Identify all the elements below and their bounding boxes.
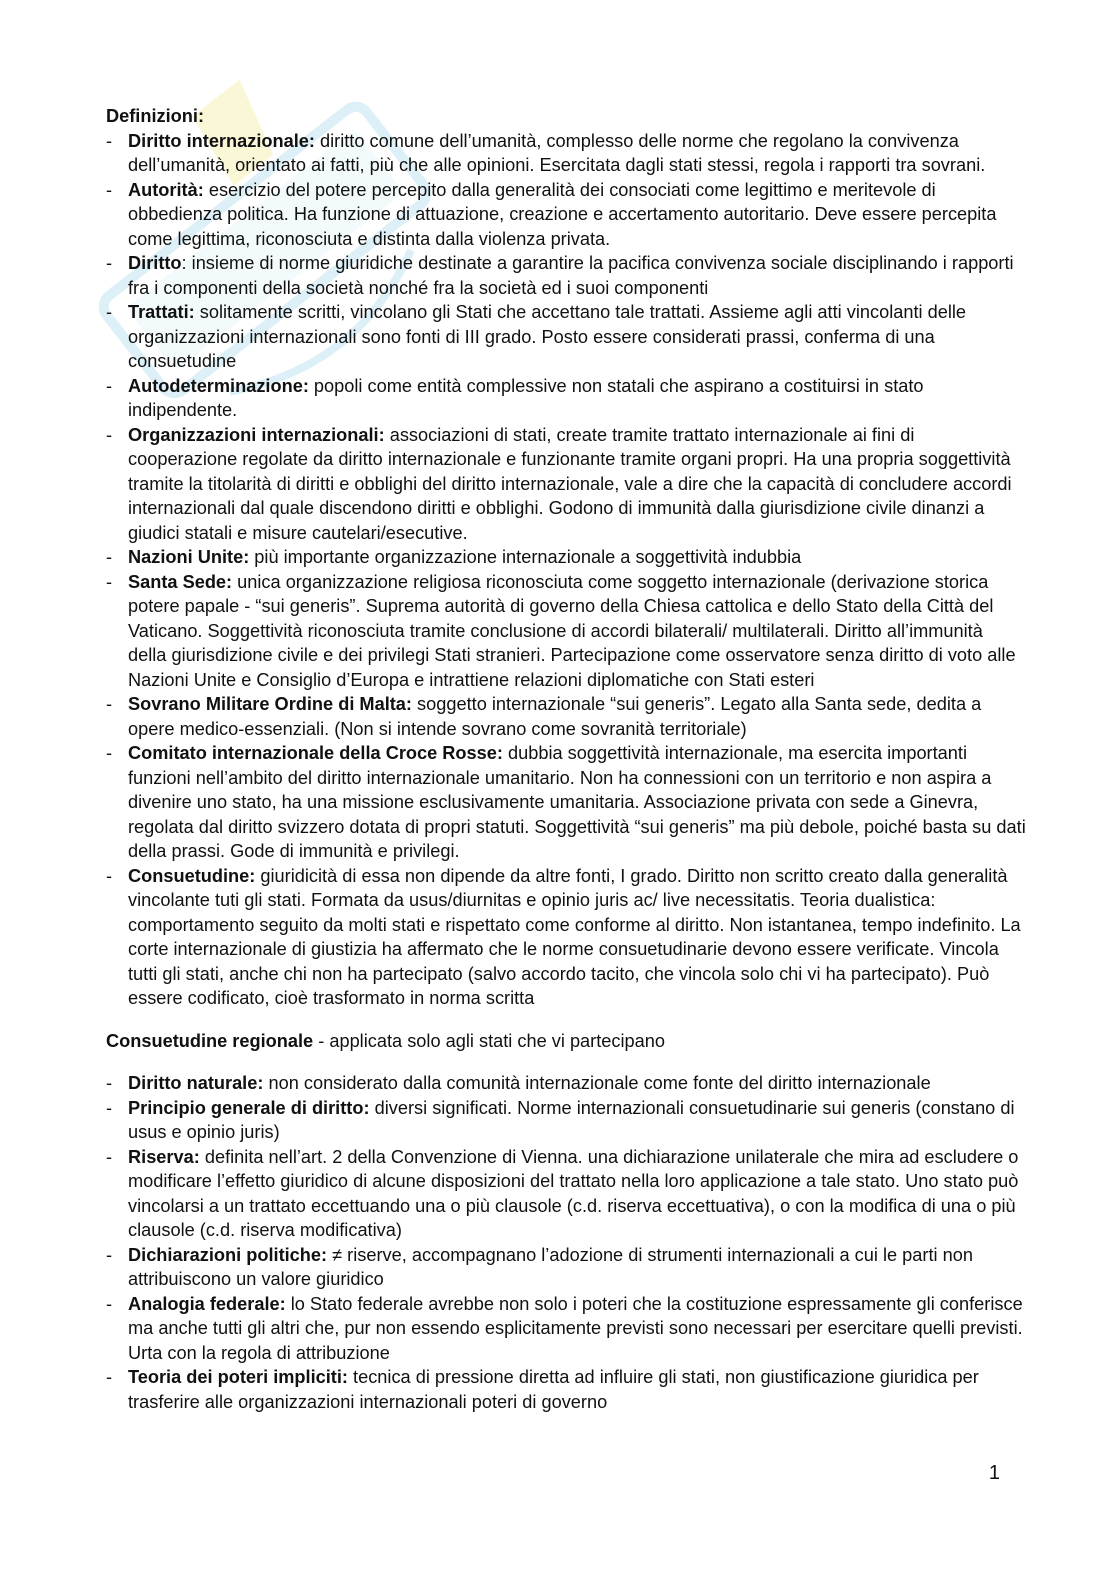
definition-text: giuridicità di essa non dipende da altre fonti, I grado. Diritto non scritto creato dalla generalità vincolante tuti gli stati. Formata da usus/diurnitas e opinio juris ac/ live necessitatis. Teoria dualistica: comportamento seguito da molti stati e rispettato come conforme al diritto. Non istantanea, tempo indefinito. La corte internazionale di giustizia ha affermato che le norme consuetudinarie devono essere verificate. Vincola tutti gli stati, anche chi non ha partecipato (salvo accordo tacito, che vincola solo chi vi ha partecipato). Può essere codificato, cioè trasformato in norma scritta [128, 865, 1021, 1008]
definition-text: solitamente scritti, vincolano gli Stati che accettano tale trattati. Assieme agli atti vincolanti delle organizzazioni internazionali sono fonti di III grado. Posto essere considerati prassi, conferma di una consuetudine [128, 302, 967, 371]
list-dash: - [106, 375, 113, 396]
definition-text: dubbia soggettività internazionale, ma esercita importanti funzioni nell’ambito del diritto internazionale umanitario. Non ha connessioni con un territorio e non aspira a divenire uno stato, ha una missione esclusivamente umanitaria. Associazione privata con sede a Ginevra, regolata dal diritto svizzero dotata di propri statuti. Soggettività “sui generis” ma più debole, poiché basta su dati della prassi. Gode di immunità e privilegi. [128, 743, 1026, 861]
definition-term: Analogia federale: [128, 1293, 286, 1314]
definition-item [106, 251, 1026, 300]
definition-text: non considerato dalla comunità internazionale come fonte del diritto internazionale [263, 1073, 931, 1094]
definition-item [106, 1243, 1026, 1292]
definition-text: associazioni di stati, create tramite trattato internazionale ai fini di cooperazione regolate da diritto internazionale e funzionante tramite organi propri. Ha una propria soggettività tramite la titolarità di diritti e obblighi del diritto internazionale, vale a dire che la capacità di concludere accordi internazionali dal quale discendono diritti e obblighi. Godono di immunità dalla giurisdizione civile dinanzi a giudici statali e misure cautelari/esecutive. [128, 424, 1012, 543]
definition-text: lo Stato federale avrebbe non solo i poteri che la costituzione espressamente gli conferisce ma anche tutti gli altri che, pur non essendo esplicitamente previsti sono necessari per esercitare quelli previsti. Urta con la regola di attribuzione [128, 1293, 1023, 1363]
definition-term: Sovrano Militare Ordine di Malta: [128, 694, 412, 714]
definition-text: diversi significati. Norme internazionali consuetudinarie sui generis (constano di usus e opinio juris) [128, 1097, 1015, 1143]
list-dash: - [106, 865, 113, 886]
definition-item [106, 1365, 1026, 1414]
definition-text: tecnica di pressione diretta ad influire gli stati, non giustificazione giuridica per trasferire alle organizzazioni internazionali poteri di governo [128, 1367, 979, 1412]
list-dash: - [106, 253, 113, 273]
section-heading: Definizioni: [106, 106, 204, 126]
definition-text: esercizio del potere percepito dalla generalità dei consociati come legittimo e meritevole di obbedienza politica. Ha funzione di attuazione, creazione e accertamento autoritario. Deve essere percepita come legittima, riconosciuta e distinta dalla violenza privata. [128, 179, 997, 249]
definition-text: più importante organizzazione internazionale a soggettività indubbia [249, 547, 802, 567]
definition-term: Diritto internazionale: [128, 130, 315, 151]
list-dash: - [106, 1244, 113, 1265]
definition-item [106, 129, 1026, 178]
definition-item [106, 1292, 1026, 1366]
definition-text: popoli come entità complessive non statali che aspirano a costituirsi in stato indipendente. [128, 375, 924, 420]
definition-term: Santa Sede: [128, 571, 233, 592]
definition-term: Organizzazioni internazionali: [128, 424, 385, 445]
regional-custom-line [106, 1029, 1026, 1054]
definition-term: Trattati: [128, 302, 195, 322]
definition-item [106, 570, 1026, 693]
definition-term: Nazioni Unite: [128, 547, 250, 567]
list-dash: - [106, 302, 113, 322]
definition-item [106, 374, 1026, 423]
document-page [106, 104, 1026, 1414]
definition-list [106, 129, 1026, 1011]
definition-term: Riserva: [128, 1146, 200, 1167]
definition-item [106, 692, 1026, 741]
definition-text: unica organizzazione religiosa riconosciuta come soggetto internazionale (derivazione storica potere papale - “sui generis”. Suprema autorità di governo della Chiesa cattolica e dello Stato della Città del Vaticano. Soggettività riconosciuta tramite conclusione di accordi bilaterali/ multilaterali. Diritto all’immunità della giurisdizione civile e dei privilegi Stati stranieri. Partecipazione come osservatore senza diritto di voto alle Nazioni Unite e Consiglio d’Europa e intrattiene relazioni diplomatiche con Stati esteri [128, 571, 1016, 690]
list-dash: - [106, 424, 113, 445]
definition-term: Diritto naturale: [128, 1073, 264, 1094]
list-dash: - [106, 130, 113, 151]
definition-item [106, 864, 1026, 1011]
definition-list-secondary [106, 1071, 1026, 1414]
definition-term: Diritto [128, 253, 182, 273]
definition-text: : insieme di norme giuridiche destinate a garantire la pacifica convivenza sociale disciplinando i rapporti fra i componenti della società nonché fra la società ed i suoi componenti [128, 253, 1014, 298]
definition-item [106, 1096, 1026, 1145]
definition-text: definita nell’art. 2 della Convenzione di Vienna. una dichiarazione unilaterale che mira ad escludere o modificare l’effetto giuridico di alcune disposizioni del trattato nella loro applicazione a tale stato. Uno stato può vincolarsi a un trattato eccettuando una o più clausole (c.d. riserva eccettuativa), o con la modifica di una o più clausole (c.d. riserva modificativa) [128, 1146, 1019, 1241]
definition-text: ≠ riserve, accompagnano l’adozione di strumenti internazionali a cui le parti non attribuiscono un valore giuridico [128, 1244, 973, 1290]
definition-term: Principio generale di diritto: [128, 1097, 370, 1118]
regional-custom-term: Consuetudine regionale [106, 1030, 314, 1051]
page-number: 1 [988, 1462, 1000, 1484]
regional-custom-text: - applicata solo agli stati che vi partecipano [313, 1030, 665, 1051]
list-dash: - [106, 694, 113, 714]
list-dash: - [106, 1073, 113, 1094]
list-dash: - [106, 1293, 113, 1314]
definition-text: soggetto internazionale “sui generis”. Legato alla Santa sede, dedita a opere medico-essenziali. (Non si intende sovrano come sovranità territoriale) [128, 694, 982, 739]
list-dash: - [106, 743, 113, 763]
definition-item [106, 300, 1026, 374]
list-dash: - [106, 1097, 113, 1118]
definition-term: Dichiarazioni politiche: [128, 1244, 328, 1265]
list-dash: - [106, 1146, 113, 1167]
definition-term: Autodeterminazione: [128, 375, 309, 396]
list-dash: - [106, 571, 113, 592]
definition-item [106, 741, 1026, 864]
definition-term: Teoria dei poteri impliciti: [128, 1367, 348, 1388]
definition-text: diritto comune dell’umanità, complesso delle norme che regolano la convivenza dell’umanità, orientato ai fatti, più che alle opinioni. Esercitata dagli stati stessi, regola i rapporti tra sovrani. [128, 130, 986, 175]
list-dash: - [106, 1367, 113, 1388]
definition-term: Comitato internazionale della Croce Rosse: [128, 743, 503, 763]
definition-item [106, 1145, 1026, 1243]
definition-item [106, 423, 1026, 546]
definition-term: Consuetudine: [128, 865, 256, 886]
list-dash: - [106, 179, 113, 200]
definition-item [106, 545, 1026, 570]
definition-item [106, 1071, 1026, 1096]
definition-item [106, 178, 1026, 252]
list-dash: - [106, 547, 113, 567]
definition-term: Autorità: [128, 179, 204, 200]
